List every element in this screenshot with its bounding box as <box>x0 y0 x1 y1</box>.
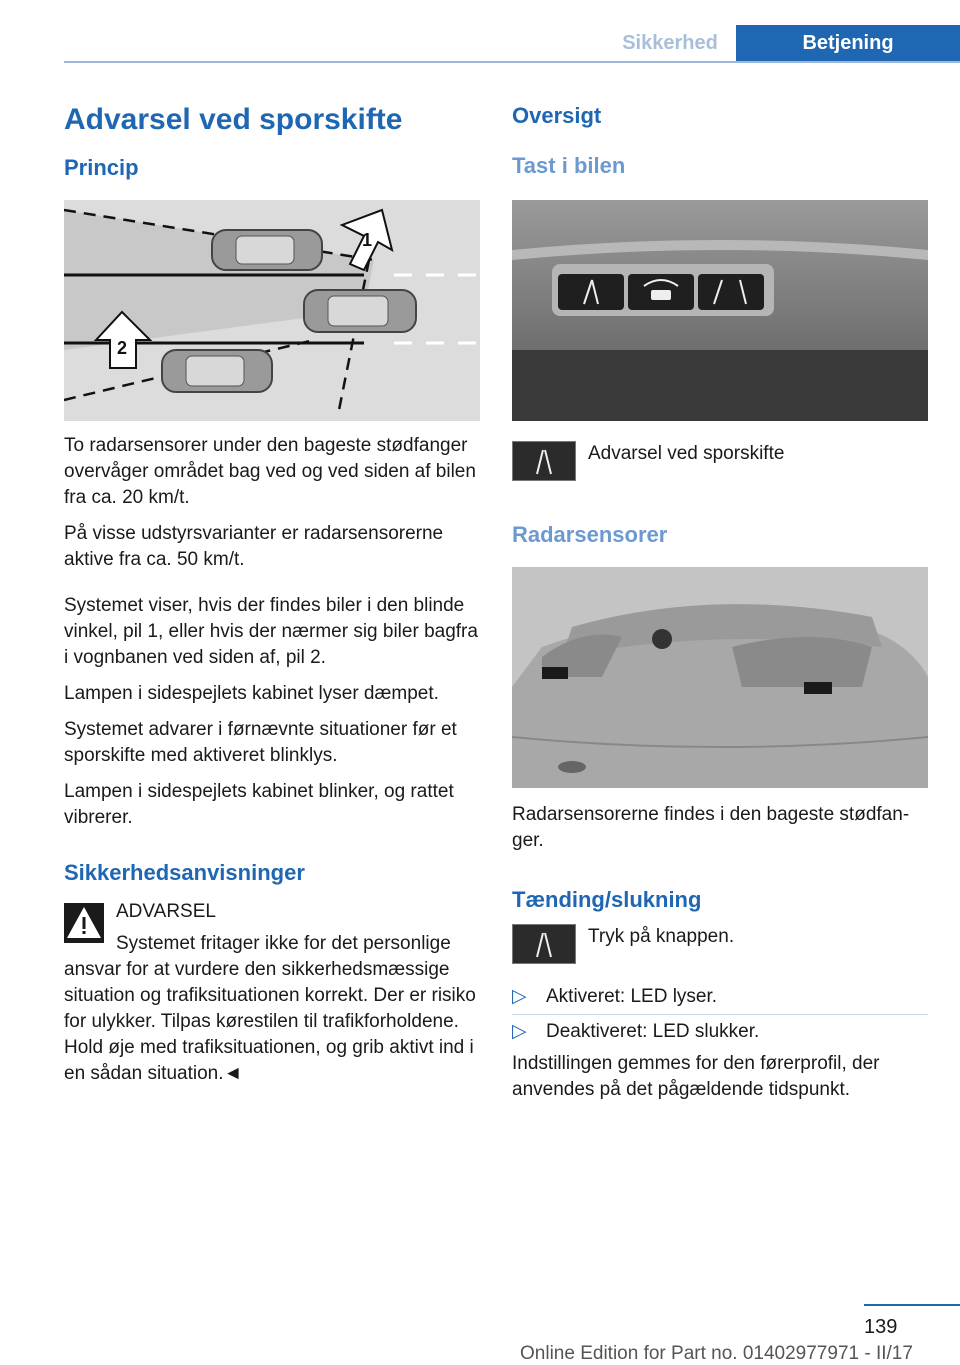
tab-sikkerhed[interactable]: Sikkerhed <box>622 32 718 54</box>
bullet-activated <box>512 980 928 1015</box>
radar-description: Radarsensorerne findes i den bageste stødfanger. <box>512 804 910 851</box>
left-column <box>64 96 480 1087</box>
onoff-row <box>512 924 928 964</box>
blind-spot-paragraph: Systemet viser, hvis der findes biler i den blinde vinkel, pil 1, eller hvis der nærmer sig biler bagfra i vognbanen ved siden af, pil 2. <box>64 595 478 668</box>
lane-change-warning-icon <box>512 441 576 481</box>
button-panel-svg <box>512 200 928 421</box>
lane-departure-button-icon <box>698 274 764 310</box>
overview-heading: Oversigt <box>512 103 602 128</box>
bullet-deactivated <box>512 1015 928 1049</box>
distance-button-icon <box>628 274 694 310</box>
lane-change-diagram <box>64 200 480 421</box>
page-number: 139 <box>864 1316 898 1338</box>
warning-text-rest: ansvar for at vurdere den sikkerhedsmæssige situation og trafiksituationen korrekt. Der er risiko for ulykker. Tilpas kørestilen til trafikforholdene. Hold øje med trafiksituationen, og grib aktivt ind i en sådan situation.◄ <box>64 959 476 1084</box>
car-lower-icon <box>162 350 272 392</box>
button-panel-photo <box>512 200 928 421</box>
lamp-dim-paragraph: Lampen i sidespejlets kabinet lyser dæmpet. <box>64 683 439 704</box>
onoff-instruction: Tryk på knappen. <box>588 926 735 947</box>
radar-car-svg <box>512 567 928 788</box>
lane-change-button-small-icon[interactable] <box>512 924 576 964</box>
settings-note: Indstillingen gemmes for den førerprofil, der anvendes på det pågældende tidspunkt. <box>512 1053 880 1100</box>
safety-heading: Sikkerhedsanvisninger <box>64 860 305 885</box>
principle-heading: Princip <box>64 155 139 180</box>
footer-rule <box>864 1304 960 1306</box>
activation-paragraph: På visse udstyrsvarianter er radarsensorerne aktive fra ca. 50 km/t. <box>64 523 444 570</box>
button-heading: Tast i bilen <box>512 153 626 178</box>
right-column <box>512 96 928 1103</box>
radar-car-photo <box>512 567 928 788</box>
edition-footer: Online Edition for Part no. 01402977971 - II/17 <box>520 1343 913 1364</box>
warning-text-first: Systemet fritager ikke for det personlige <box>116 933 451 954</box>
radar-heading: Radarsensorer <box>512 522 668 547</box>
lamp-flash-paragraph: Lampen i sidespejlets kabinet blinker, og rattet vibrerer. <box>64 781 454 828</box>
bullet-marker: ▷ <box>512 986 527 1007</box>
arrow-2-label: 2 <box>117 338 128 358</box>
bullet-text: Aktiveret: LED lyser. <box>546 986 718 1007</box>
warning-block <box>64 899 480 1087</box>
page-title: Advarsel ved sporskifte <box>64 103 403 136</box>
arrow-1-label: 1 <box>362 230 373 250</box>
header-rule <box>64 61 960 63</box>
warning-triangle-icon <box>64 903 104 943</box>
warning-label: ADVARSEL <box>116 901 216 922</box>
button-legend-row <box>512 441 928 481</box>
button-caption: Advarsel ved sporskifte <box>588 443 785 464</box>
bullet-marker: ▷ <box>512 1021 527 1042</box>
onoff-heading: Tænding/slukning <box>512 887 702 912</box>
bullet-text: Deaktiveret: LED slukker. <box>546 1021 760 1042</box>
lane-change-diagram-svg <box>64 200 480 421</box>
car-ego-icon <box>304 290 416 332</box>
intro-paragraph: To radarsensorer under den bageste stødfanger overvåger området bag ved og ved siden af bilen fra ca. 20 km/t. <box>64 435 476 508</box>
tab-betjening[interactable]: Betjening <box>736 25 960 61</box>
car-upper-icon <box>212 230 322 270</box>
lane-change-button-icon <box>558 274 624 310</box>
warning-behaviour-paragraph: Systemet advarer i førnævnte situationer før et sporskifte med aktiveret blinklys. <box>64 719 457 766</box>
